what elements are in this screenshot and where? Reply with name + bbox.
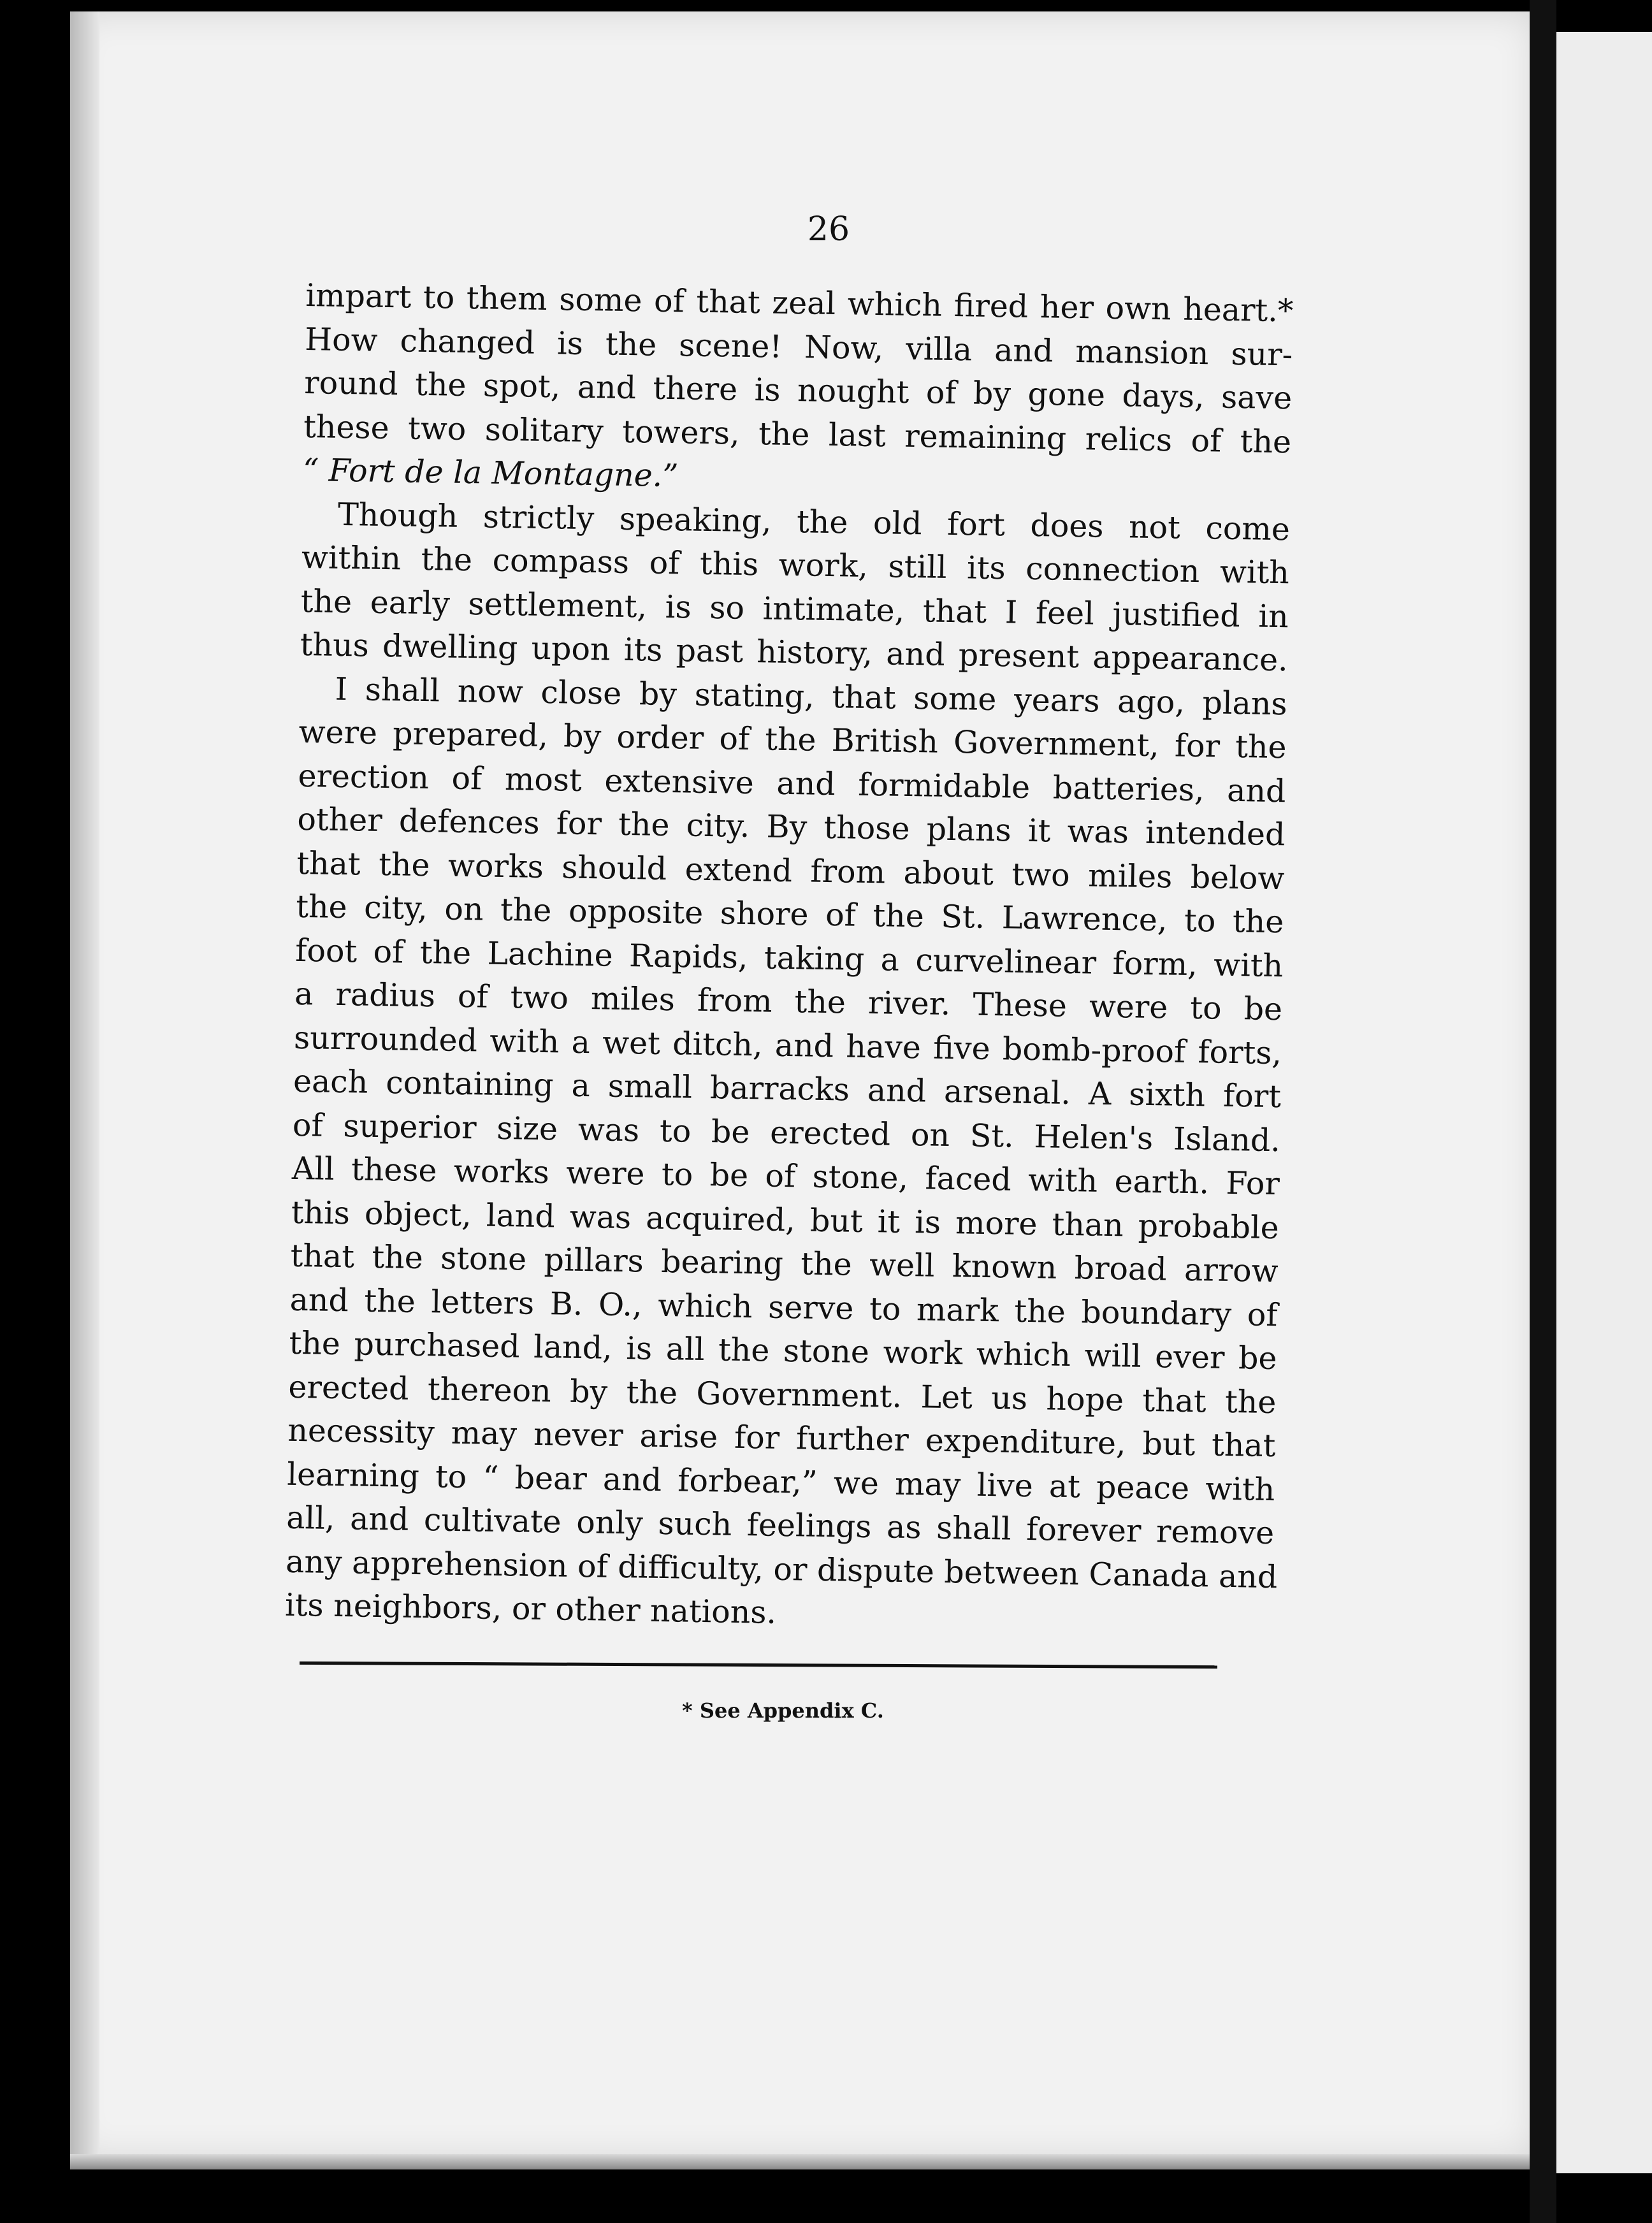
text-line: that the works should extend from about two miles below (296, 844, 1285, 897)
text-line: these two solitary towers, the last remaining relics of the (303, 408, 1292, 460)
page-bottom-edge (70, 2154, 1536, 2169)
text-line: How changed is the scene! Now, villa and mansion sur- (304, 321, 1293, 373)
adjacent-page-edge (1555, 32, 1652, 2173)
text-line: impart to them some of that zeal which fired her own heart.* (305, 277, 1294, 329)
text-line: foot of the Lachine Rapids, taking a curvelinear form, with (294, 932, 1284, 984)
text-line: surrounded with a wet ditch, and have five bomb-proof forts, (293, 1019, 1282, 1071)
text-line: its neighbors, or other nations. (284, 1586, 777, 1631)
text-line: “ Fort de la Montagne.” (302, 451, 679, 495)
text-line: were prepared, by order of the British Government, for the (298, 713, 1287, 766)
text-line: each containing a small barracks and arsenal. A sixth fort (293, 1062, 1282, 1115)
text-line: erected thereon by the Government. Let us hope that the (288, 1368, 1277, 1421)
body-text (285, 274, 1294, 1643)
footnote: * See Appendix C. (682, 1698, 884, 1723)
page-binding-shadow (70, 11, 99, 2159)
text-line: the early settlement, is so intimate, that I feel justified in (300, 583, 1289, 635)
text-line: thus dwelling upon its past history, and present appearance. (300, 626, 1289, 679)
book-gutter (1530, 0, 1556, 2223)
text-line: All these works were to be of stone, faced with earth. For (291, 1150, 1280, 1203)
text-line: all, and cultivate only such feelings as shall forever remove (286, 1499, 1275, 1552)
text-line: learning to “ bear and forbear,” we may live at peace with (286, 1456, 1275, 1508)
text-line: that the stone pillars bearing the well known broad arrow (290, 1237, 1279, 1290)
text-line: the city, on the opposite shore of the St. Lawrence, to the (295, 888, 1284, 941)
text-line: within the compass of this work, still its connection with (301, 539, 1290, 591)
text-line: this object, land was acquired, but it is more than probable (291, 1194, 1280, 1246)
page-number: 26 (807, 210, 850, 249)
text-line: round the spot, and there is nought of by gone days, save (303, 364, 1293, 417)
text-line: I shall now close by stating, that some years ago, plans (335, 670, 1288, 722)
text-line: erection of most extensive and formidable batteries, and (298, 757, 1286, 809)
text-line: necessity may never arise for further expenditure, but that (287, 1412, 1276, 1465)
text-line: of superior size was to be erected on St. Helen's Island. (292, 1106, 1281, 1159)
text-line: Though strictly speaking, the old fort does not come (337, 496, 1291, 547)
text-line: any apprehension of difficulty, or dispute between Canada and (285, 1543, 1278, 1595)
text-line: the purchased land, is all the stone work which will ever be (289, 1324, 1277, 1377)
text-line: and the letters B. O., which serve to mark the boundary of (289, 1281, 1278, 1333)
text-line: other defences for the city. By those plans it was intended (297, 800, 1286, 853)
text-line: a radius of two miles from the river. These were to be (294, 975, 1283, 1028)
